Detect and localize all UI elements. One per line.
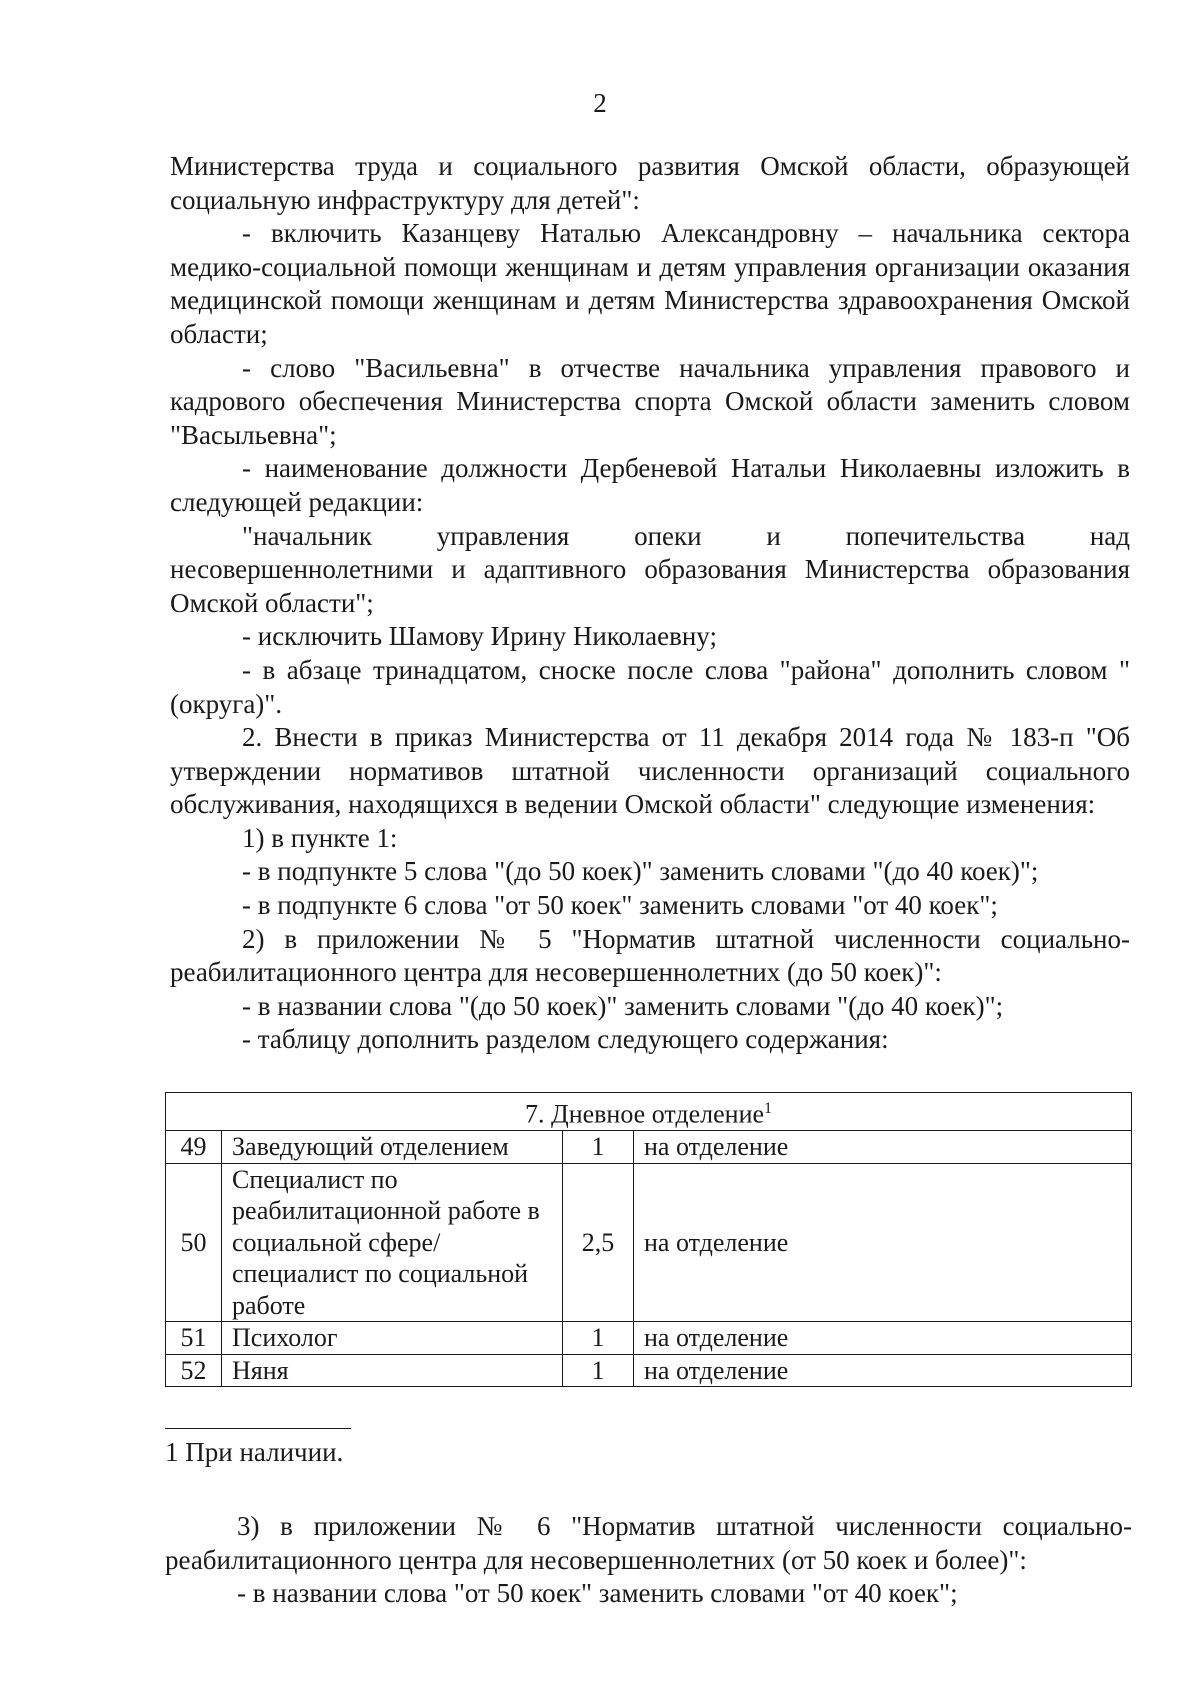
unit: на отделение [634, 1322, 1132, 1355]
unit: на отделение [634, 1354, 1132, 1387]
paragraph: "начальник управления опеки и попечительства над [242, 520, 1130, 551]
row-number: 49 [166, 1131, 222, 1164]
footnote: 1 При наличии. [165, 1437, 344, 1467]
staff-quantity: 1 [563, 1131, 634, 1164]
paragraph: несовершеннолетними и адаптивного образования Министерства образования Омской области"; [170, 554, 1130, 618]
paragraph: - в подпункте 5 слова "(до 50 коек)" заменить словами "(до 40 коек)"; [242, 856, 1039, 887]
paragraph: - слово "Васильевна" в отчестве начальника управления правового и кадрового обеспечения Министерства спорта Омской области заменить словом "Васыльевна"; [170, 352, 1130, 450]
document-body [170, 150, 1130, 1057]
staff-quantity: 1 [563, 1354, 634, 1387]
staff-quantity: 2,5 [563, 1163, 634, 1322]
paragraph: - исключить Шамову Ирину Николаевну; [242, 621, 717, 652]
paragraph: - в названии слова "от 50 коек" заменить словами "от 40 коек"; [237, 1578, 958, 1609]
paragraph: Министерства труда и социального развития Омской области, образующей социальную инфраструктуру для детей": [170, 151, 1130, 215]
table-row [166, 1131, 1132, 1164]
paragraph: - в подпункте 6 слова "от 50 коек" заменить словами "от 40 коек"; [242, 890, 998, 921]
position-name: Няня [222, 1354, 563, 1387]
unit: на отделение [634, 1131, 1132, 1164]
table-row [166, 1322, 1132, 1355]
position-name: Специалист по реабилитационной работе в социальной сфере/специалист по социальной работе [222, 1163, 563, 1322]
footnote-separator [165, 1428, 351, 1429]
position-name: Заведующий отделением [222, 1131, 563, 1164]
table-section-row [166, 1093, 1132, 1131]
paragraph: - наименование должности Дербеневой Натальи Николаевны изложить в следующей редакции: [170, 453, 1130, 517]
table-row [166, 1163, 1132, 1322]
staff-quantity: 1 [563, 1322, 634, 1355]
row-number: 52 [166, 1354, 222, 1387]
staffing-table [165, 1092, 1132, 1387]
paragraph: 3) в приложении № 6 "Норматив штатной численности социально-реабилитационного центра для несовершеннолетних (от 50 коек и более)": [165, 1511, 1132, 1575]
table-row [166, 1354, 1132, 1387]
page-number: 2 [593, 88, 607, 118]
row-number: 50 [166, 1163, 222, 1322]
paragraph: - включить Казанцеву Наталью Александровну – начальника сектора медико-социальной помощи женщинам и детям управления организации оказания медицинской помощи женщинам и детям Министерства здравоохранения Омской области; [170, 218, 1130, 349]
paragraph: 2. Внести в приказ Министерства от 11 декабря 2014 года № 183-п "Об утверждении нормативов штатной численности организаций социального обслуживания, находящихся в ведении Омской области" следующие изменения: [170, 722, 1130, 820]
paragraph: 2) в приложении № 5 "Норматив штатной численности социально-реабилитационного центра для несовершеннолетних (до 50 коек)": [170, 923, 1130, 988]
paragraph: - таблицу дополнить разделом следующего содержания: [242, 1024, 889, 1055]
footnote-mark: 1 [764, 1100, 773, 1117]
paragraph: - в абзаце тринадцатом, сноске после слова "района" дополнить словом "(округа)". [170, 654, 1130, 719]
section-title: 7. Дневное отделение$^1$ [166, 1093, 1132, 1131]
position-name: Психолог [222, 1322, 563, 1355]
paragraph: 1) в пункте 1: [242, 822, 398, 853]
document-body-continued [165, 1510, 1132, 1611]
paragraph: - в названии слова "(до 50 коек)" заменить словами "(до 40 коек)"; [242, 990, 1004, 1021]
row-number: 51 [166, 1322, 222, 1355]
unit: на отделение [634, 1163, 1132, 1322]
